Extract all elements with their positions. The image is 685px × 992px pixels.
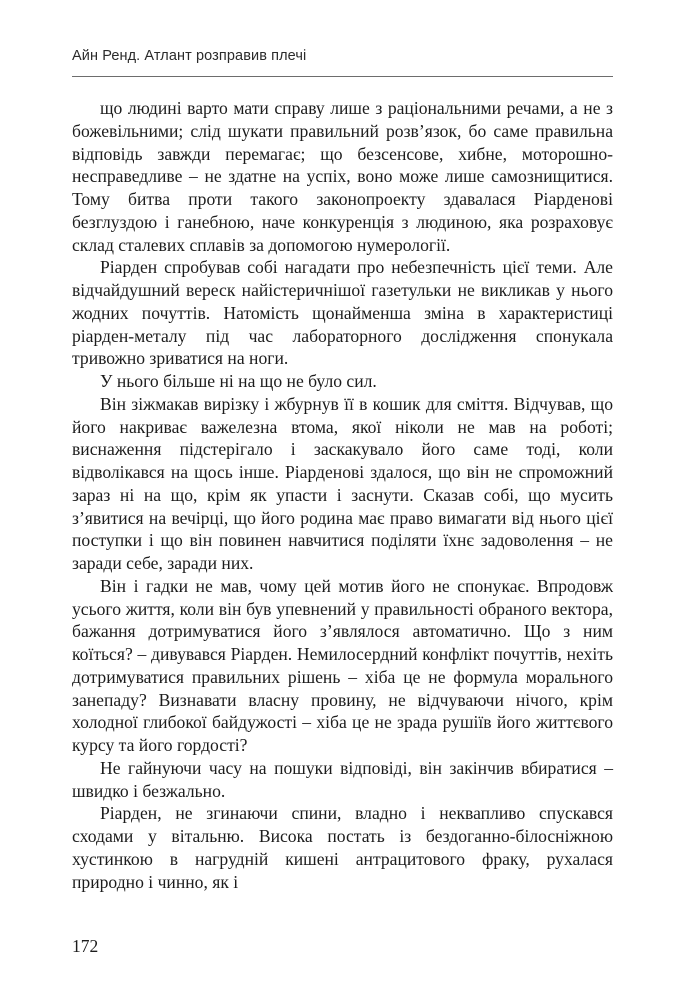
paragraph: Ріарден спробував собі нагадати про небезпечність цієї теми. Але відчайдушний вереск найістеричнішої газетульки не викликав у нього жодних почуттів. Натомість щонайменша зміна в характеристиці ріарден-металу під час лабораторного дослідження спонукала тривожно зриватися на ноги.: [72, 257, 613, 369]
running-head: Айн Ренд. Атлант розправив плечі: [72, 48, 307, 64]
paragraph: Ріарден, не згинаючи спини, владно і неквапливо спускався сходами у вітальню. Висока постать із бездоганно-білосніжною хустинкою в нагрудній кишені антрацитового фраку, рухалася природно і чинно, як і: [72, 803, 613, 892]
paragraph: що людині варто мати справу лише з раціональними речами, а не з божевільними; слід шукати правильний розв’язок, бо саме правильна відповідь завжди перемагає; що безсенсове, хибне, моторошно-несправедливе – не здатне на успіх, воно може лише самознищитися. Тому битва проти такого законопроекту здавалася Ріарденові безглуздою і ганебною, наче конкуренція з людиною, яка розраховує склад сталевих сплавів за допомогою нумерології.: [72, 98, 613, 255]
paragraph: Він і гадки не мав, чому цей мотив його не спонукає. Впродовж усього життя, коли він був упевнений у правильності обраного вектора, бажання дотримуватися його з’являлося автоматично. Що з ним коїться? – дивувався Ріарден. Немилосердний конфлікт почуттів, нехіть дотримуватися правильних рішень – хіба це не формула морального занепаду? Визнавати власну провину, не відчуваючи нічого, крім холодної глибокої байдужості – хіба це не зрада рушіїв його життєвого курсу та його гордості?: [72, 575, 613, 755]
body-text-block: [72, 97, 613, 893]
paragraph: Він зіжмакав вирізку і жбурнув її в кошик для сміття. Відчував, що його накриває важелезна втома, якої ніколи не мав на роботі; виснаження підстерігало і заскакувало його саме тоді, коли відволікався на щось інше. Ріарденові здалося, що він не спроможний зараз ні на що, крім як упасти і заснути. Сказав собі, що мусить з’явитися на вечірці, що його родина має право вимагати від нього цієї поступки і що він повинен навчитися поділяти їхнє задоволення – не заради себе, заради них.: [72, 393, 613, 573]
paragraph: Не гайнуючи часу на пошуки відповіді, він закінчив вбиратися – швидко і безжально.: [72, 757, 613, 801]
paragraph: У нього більше ні на що не було сил.: [100, 371, 377, 391]
page-number: 172: [72, 936, 99, 956]
header-divider-rule: [72, 76, 613, 77]
